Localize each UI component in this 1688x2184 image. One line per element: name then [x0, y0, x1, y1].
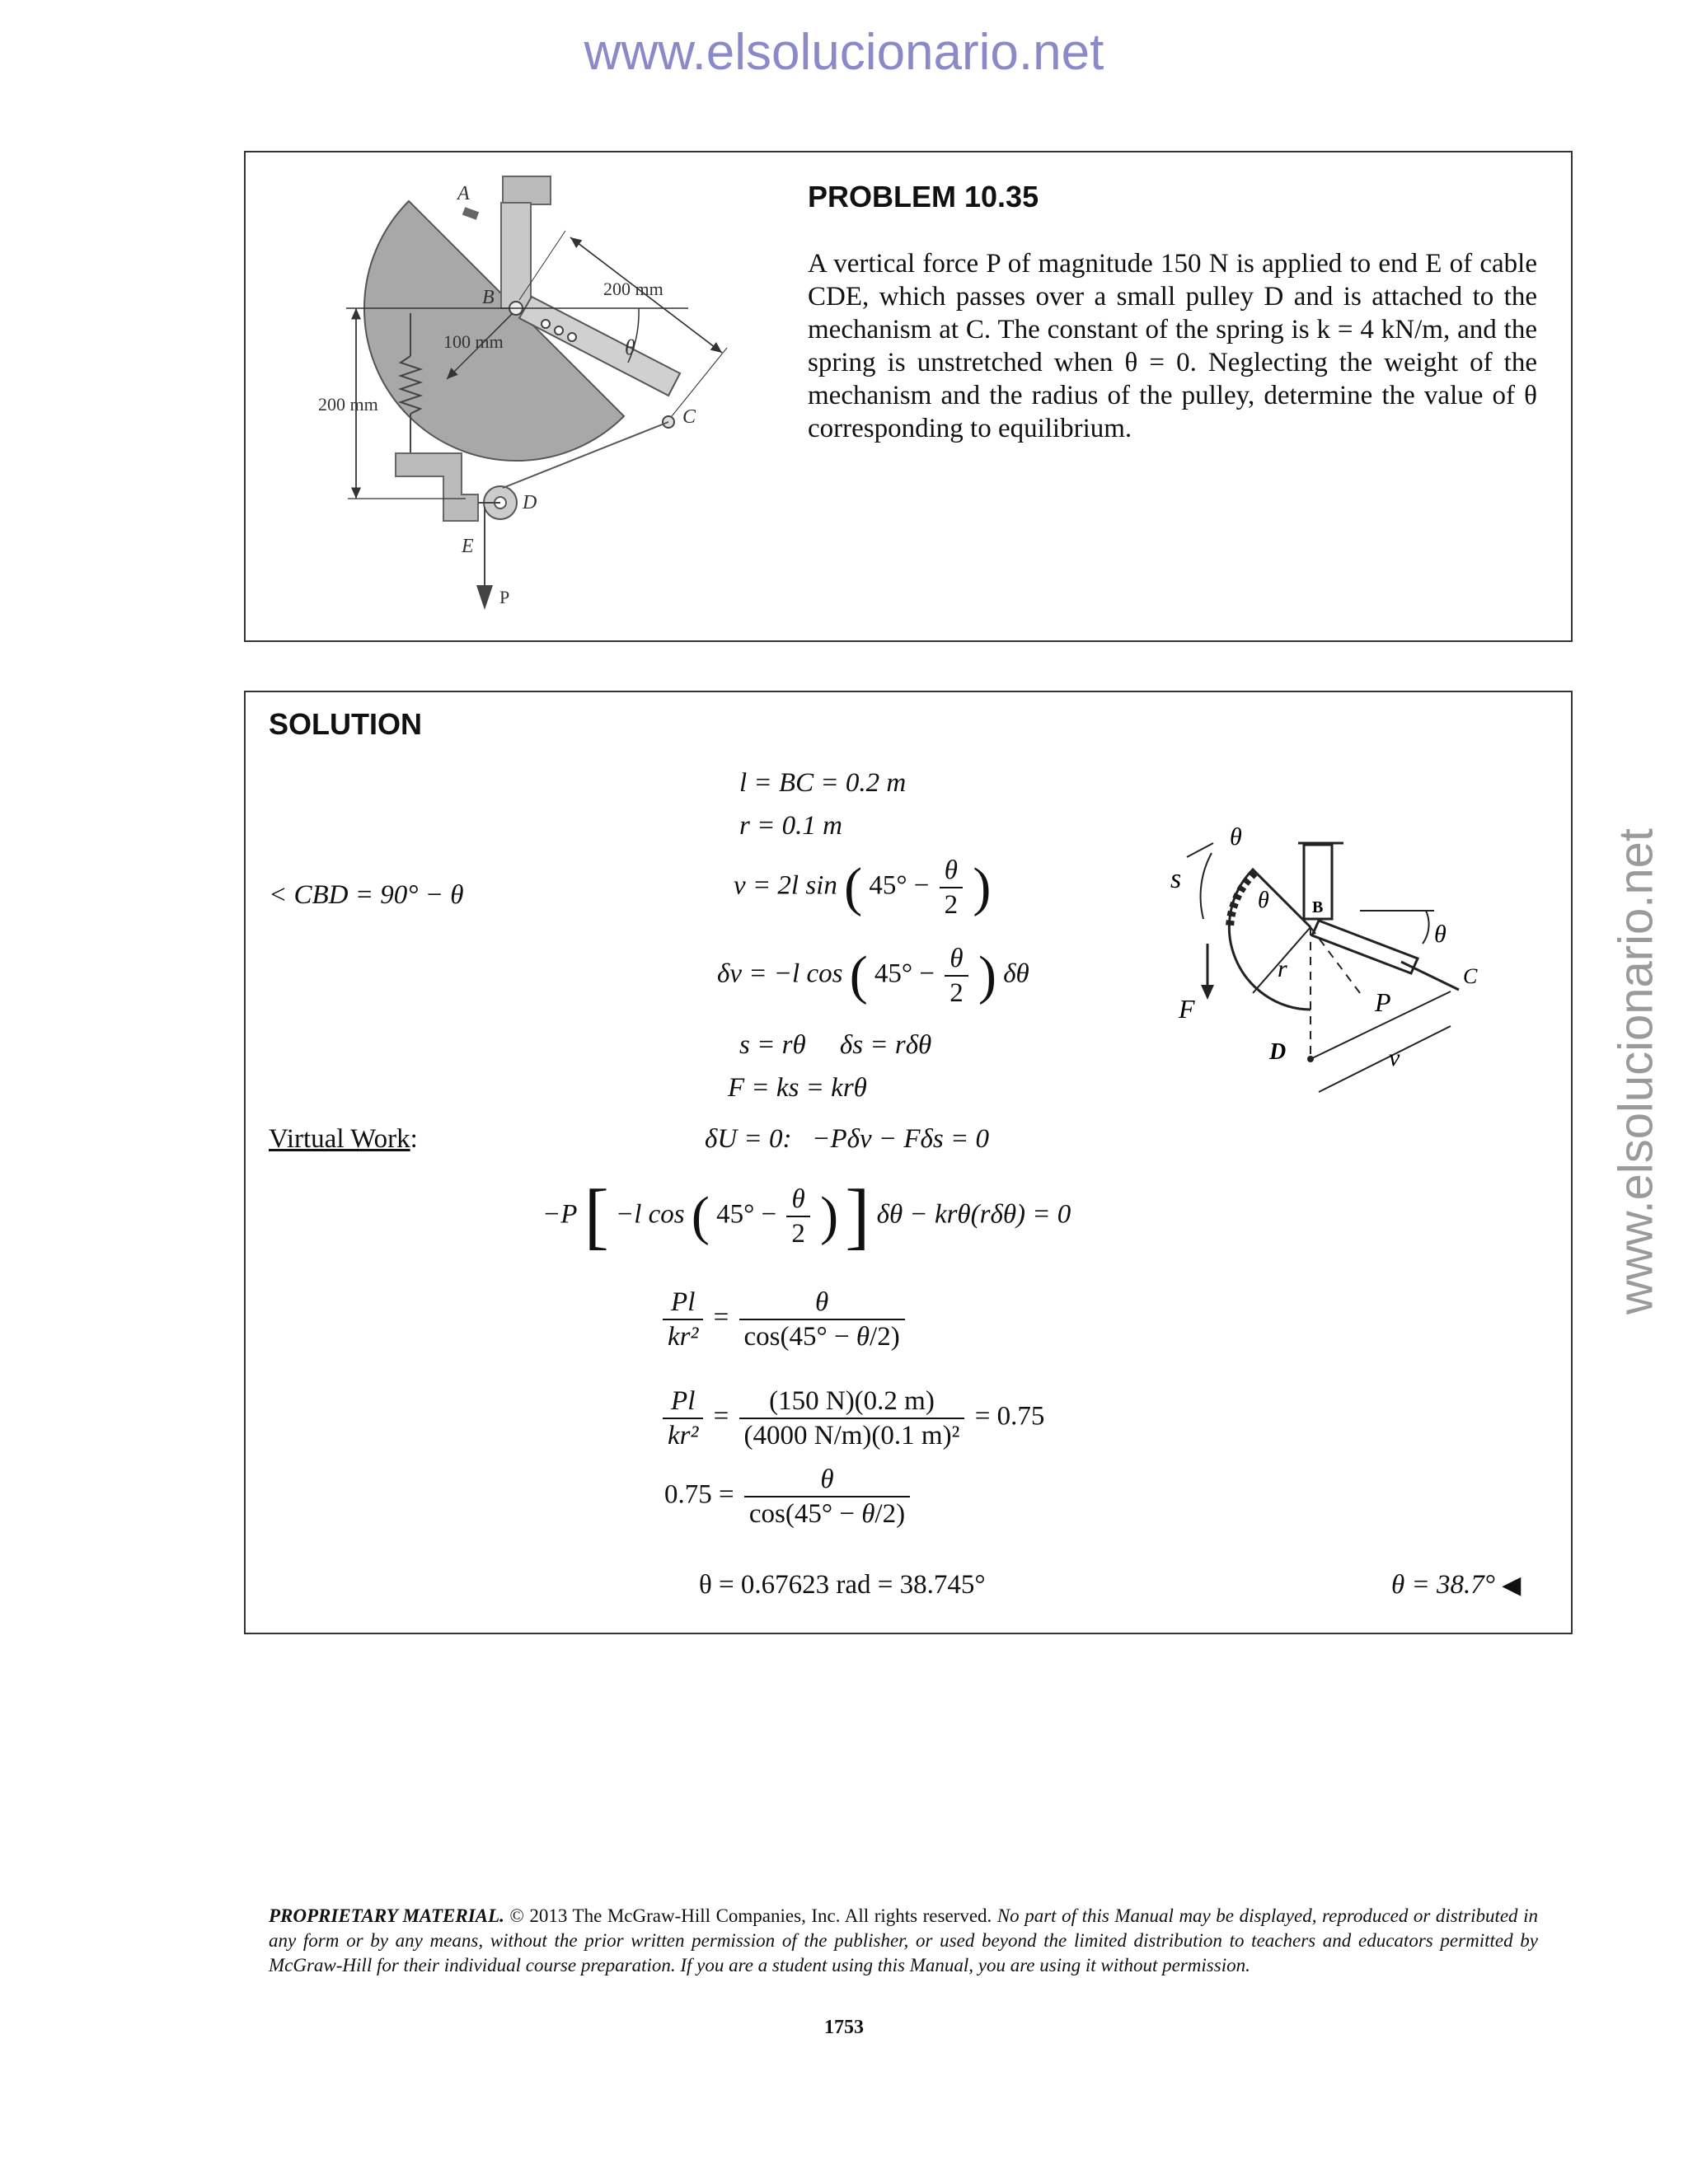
sketch-label-C: C [1463, 964, 1478, 988]
fig-label-P: P [499, 587, 510, 607]
paren-close: ) [820, 1186, 839, 1246]
paren-open: ( [844, 857, 863, 917]
fig-label-D: D [523, 492, 537, 513]
frac-theta-cos: $\frac{\theta}{\cos(45^\circ - \theta/2)}$ [739, 1286, 905, 1353]
fig-label-200-left: 200 mm [318, 394, 378, 415]
eq-F: F = ks = krθ [728, 1073, 867, 1103]
bracket-open: [ [584, 1175, 609, 1257]
frac-theta-2: $\frac{\theta}{2}$ [940, 854, 964, 921]
fig-label-B: B [482, 287, 495, 308]
solution-sketch [1154, 820, 1500, 1108]
eq-v-left: v = 2l sin [734, 870, 837, 901]
fig-label-theta: θ [625, 335, 635, 359]
eq-ratio: $\frac{Pl}{\text{kr²}}$ = $\frac{\theta}{\cos(45^\circ - \theta/2)}$ [659, 1286, 908, 1353]
frac-Pl-kr2: $\frac{Pl}{\text{kr²}}$ [663, 1286, 703, 1353]
sketch-label-v: v [1389, 1044, 1400, 1071]
sketch-label-F: F [1179, 994, 1195, 1024]
sketch-label-theta2: θ [1258, 888, 1269, 913]
paren-close: ) [973, 857, 992, 917]
paren-close: ) [978, 945, 996, 1005]
sketch-label-P: P [1375, 987, 1391, 1017]
eq8-a: −P [542, 1199, 578, 1230]
frac-theta-2: $\frac{\theta}{2}$ [786, 1183, 810, 1250]
eq-s: s = rθ δs = rδθ [739, 1030, 932, 1060]
sketch-label-theta1: θ [1230, 823, 1242, 851]
frac-theta-2: $\frac{\theta}{2}$ [945, 942, 968, 1010]
eq-angle-cbd: < CBD = 90° − θ [269, 880, 464, 910]
eq-v [734, 854, 991, 921]
page-number: 1753 [824, 2017, 864, 2038]
paren-open: ( [849, 945, 868, 1005]
eq-final: θ = 0.67623 rad = 38.745° [699, 1570, 986, 1600]
problem-text: A vertical force P of magnitude 150 N is applied to end E of cable CDE, which passes over a small pulley D and is attached to the mechanism at C. The constant of the spring is k = 4 kN/m, and the spring is unstretched when θ = 0. Neglecting the weight of the mechanism and the radius of the pulley, determine the value of θ corresponding to equilibrium. [808, 249, 1537, 443]
eq-l: l = BC = 0.2 m [739, 768, 907, 798]
fig-label-C: C [682, 406, 696, 428]
fig-label-A: A [457, 183, 470, 204]
fig-label-E: E [462, 536, 474, 557]
eq-v-angle: 45° − [869, 870, 930, 901]
solution-title: SOLUTION [269, 707, 422, 741]
eq8-angle: 45° − [716, 1199, 777, 1230]
fig-label-100: 100 mm [443, 331, 504, 352]
bracket-close: ] [845, 1175, 870, 1257]
eq-dv-right: δθ [1003, 958, 1029, 989]
watermark-side: www.elsolucionario.net [1609, 828, 1663, 1315]
sketch-label-B: B [1312, 898, 1324, 916]
eq-virtual-work: δU = 0: −Pδv − Fδs = 0 [705, 1124, 989, 1154]
sketch-label-r: r [1278, 955, 1287, 982]
watermark-top: www.elsolucionario.net [584, 24, 1104, 81]
answer-marker-icon: ◀ [1502, 1572, 1522, 1599]
frac-values: $\frac{(150 N)(0.2 m)}{\text{(4000 N/m)(0.1 m)²}}$ [739, 1385, 965, 1452]
frac-theta-cos: $\frac{\theta}{\cos(45^\circ - \theta/2)}$ [744, 1463, 910, 1530]
frac-Pl-kr2: $\frac{Pl}{\text{kr²}}$ [663, 1385, 703, 1452]
sketch-label-s: s [1170, 864, 1182, 894]
eq8-c: δθ − krθ(rδθ) = 0 [876, 1199, 1071, 1230]
virtual-work-label: Virtual Work: [269, 1124, 418, 1154]
answer: θ = 38.7° ◀ [1391, 1570, 1522, 1600]
eq-dv-angle: 45° − [874, 958, 935, 989]
paren-open: ( [691, 1186, 710, 1246]
sketch-label-theta3: θ [1434, 921, 1447, 948]
eq-expanded [542, 1175, 1071, 1257]
eq-075: 0.75 = $\frac{\theta}{\cos(45^\circ - \theta/2)}$ [664, 1463, 913, 1530]
fig-label-200-top: 200 mm [603, 279, 663, 299]
sketch-label-D: D [1269, 1039, 1287, 1065]
eq-delta-v [717, 942, 1029, 1010]
footer-copyright: PROPRIETARY MATERIAL. © 2013 The McGraw-Hill Companies, Inc. All rights reserved. No part of this Manual may be displayed, reproduced or distributed in any form or by any means, without the prior written permission of the publisher, or used beyond the limited distribution to teachers and educators permitted by McGraw-Hill for their individual course preparation. If you are a student using this Manual, you are using it without permission. [269, 1905, 1538, 1975]
eq-numeric: $\frac{Pl}{\text{kr²}}$ = $\frac{(150 N)(0.2 m)}{\text{(4000 N/m)(0.1 m)²}}$ = 0.75 [659, 1385, 1044, 1452]
eq-dv-left: δv = −l cos [717, 958, 843, 989]
eq8-b: −l cos [615, 1199, 685, 1230]
eq-r: r = 0.1 m [739, 811, 842, 841]
problem-figure [305, 165, 767, 626]
problem-title: PROBLEM 10.35 [808, 180, 1039, 213]
